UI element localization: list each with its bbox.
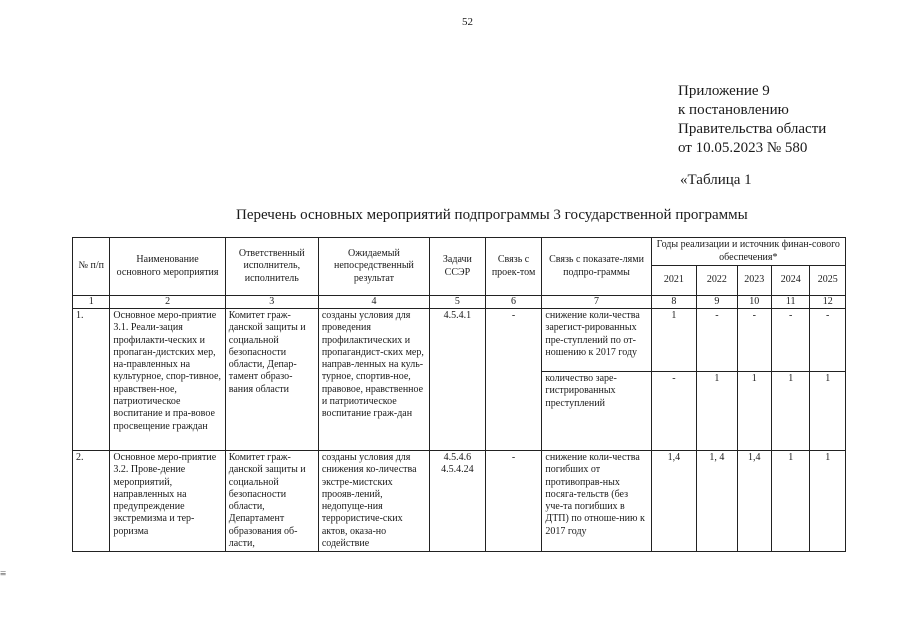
row-value: 1 (771, 451, 809, 552)
column-number: 3 (225, 296, 318, 309)
row-indicator: снижение коли-чества погибших от противоправ-ных посяга-тельств (без уче-та погибших в ДТП) по отноше-нию к 2017 году (542, 451, 651, 552)
header-indicators: Связь с показате-лями подпро-граммы (542, 238, 651, 296)
appendix-line: от 10.05.2023 № 580 (678, 140, 808, 156)
task-code: 4.5.4.24 (441, 464, 474, 476)
row-project: - (485, 309, 542, 451)
column-number: 2 (110, 296, 225, 309)
column-number: 11 (771, 296, 809, 309)
row-result: созданы условия для снижения ко-личества экстре-мистских проояв-лений, недопуще-ния террористиче-ских актов, оказа-но содействие (318, 451, 429, 552)
header-year: 2023 (737, 266, 771, 296)
column-number: 10 (737, 296, 771, 309)
column-number-row (73, 296, 846, 309)
appendix-line: Правительства области (678, 121, 827, 137)
appendix-line: к постановлению (678, 102, 789, 118)
scan-edge-mark: ≡ (0, 568, 7, 580)
appendix-block (678, 82, 826, 158)
row-executor: Комитет граж-данской защиты и социальной безопасности области, Департамент образования об-ласти, (225, 451, 318, 552)
column-number: 12 (810, 296, 846, 309)
header-name: Наименование основного мероприятия (110, 238, 225, 296)
row-num: 2. (73, 451, 110, 552)
row-value: - (737, 309, 771, 372)
column-number: 7 (542, 296, 651, 309)
header-year: 2025 (810, 266, 846, 296)
header-num: № п/п (73, 238, 110, 296)
row-measure-name: Основное меро-приятие 3.2. Прове-дение мероприятий, направленных на предупреждение экстремизма и тер-роризма (110, 451, 225, 552)
row-executor: Комитет граж-данской защиты и социальной безопасности области, Депар-тамент образо-вания области (225, 309, 318, 451)
table-row (73, 309, 846, 372)
row-tasks (430, 451, 486, 552)
page-number: 52 (462, 16, 473, 28)
column-number: 1 (73, 296, 110, 309)
row-value: - (771, 309, 809, 372)
header-year: 2022 (697, 266, 737, 296)
row-value: - (651, 372, 697, 451)
row-indicator: количество заре-гистрированных преступлений (542, 372, 651, 451)
row-value: 1,4 (651, 451, 697, 552)
header-year: 2021 (651, 266, 697, 296)
header-projects: Связь с проек-том (485, 238, 542, 296)
column-number: 9 (697, 296, 737, 309)
column-number: 8 (651, 296, 697, 309)
column-number: 4 (318, 296, 429, 309)
row-result: созданы условия для проведения профилактических и пропагандист-ских мер, направ-ленных на куль-турное, спортив-ное, правовое, нравственное и патриотическое воспитание граж-дан (318, 309, 429, 451)
row-measure-name: Основное меро-приятие 3.1. Реали-зация профилакти-ческих и пропаган-дистских мер, на-правленных на культурное, спор-тивное, нравствен-ное, патриотическое воспитание и пра-вовое просвещение граждан (110, 309, 225, 451)
column-number: 5 (430, 296, 486, 309)
measures-table (72, 237, 846, 552)
row-value: 1 (810, 451, 846, 552)
appendix-line: Приложение 9 (678, 83, 770, 99)
task-code: 4.5.4.6 (443, 452, 472, 463)
column-number: 6 (485, 296, 542, 309)
row-value: - (697, 309, 737, 372)
row-num: 1. (73, 309, 110, 451)
row-value: 1, 4 (697, 451, 737, 552)
header-years-group: Годы реализации и источник финан-сового обеспечения* (651, 238, 845, 266)
header-result: Ожидаемый непосредственный результат (318, 238, 429, 296)
row-project: - (485, 451, 542, 552)
row-value: 1,4 (737, 451, 771, 552)
table-label: «Таблица 1 (680, 172, 752, 188)
document-title: Перечень основных мероприятий подпрограммы 3 государственной программы (236, 207, 748, 223)
header-year: 2024 (771, 266, 809, 296)
header-executor: Ответственный исполнитель, исполнитель (225, 238, 318, 296)
row-value: 1 (651, 309, 697, 372)
row-value: 1 (810, 372, 846, 451)
row-value: 1 (771, 372, 809, 451)
row-tasks: 4.5.4.1 (430, 309, 486, 451)
row-value: 1 (697, 372, 737, 451)
row-value: 1 (737, 372, 771, 451)
table-row (73, 451, 846, 552)
row-value: - (810, 309, 846, 372)
header-tasks: Задачи ССЭР (430, 238, 486, 296)
row-indicator: снижение коли-чества зарегист-рированных пре-ступлений по от-ношению к 2017 году (542, 309, 651, 372)
